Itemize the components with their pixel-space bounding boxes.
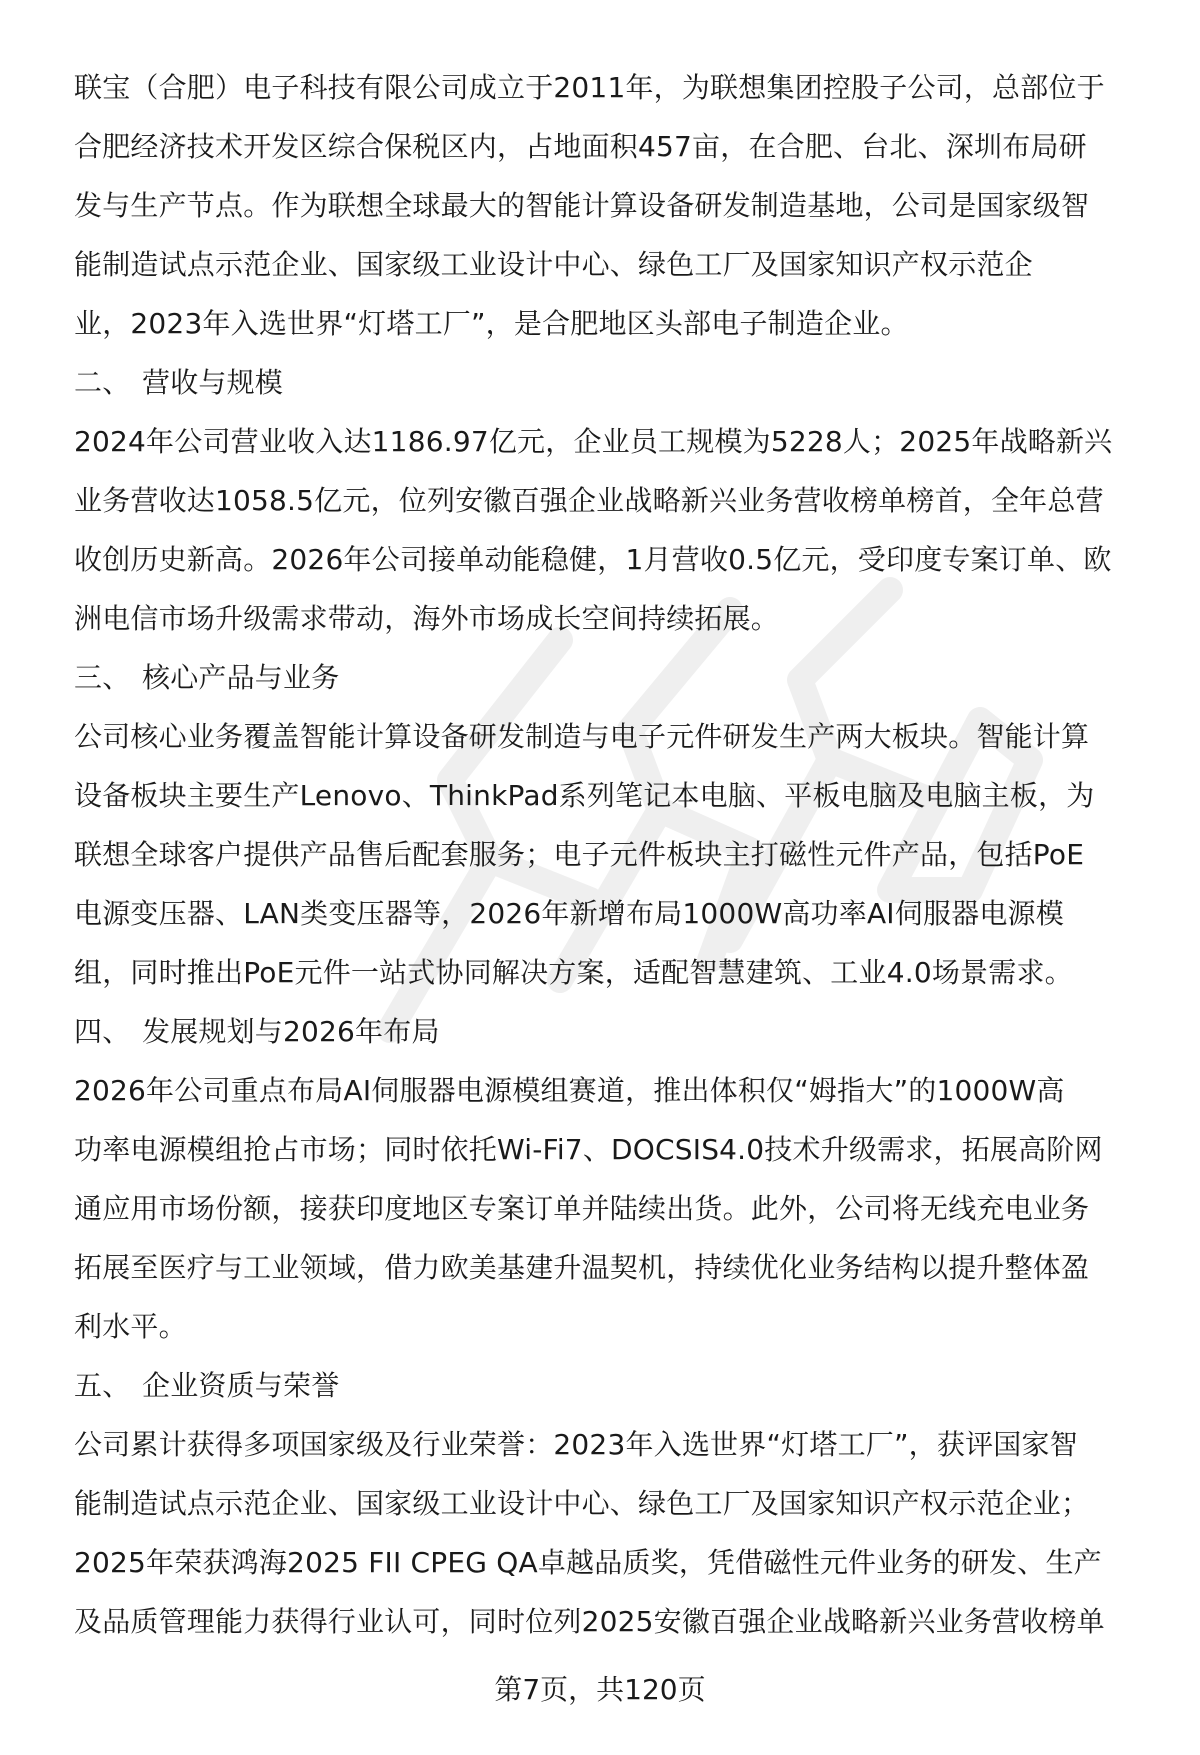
text-line: 及品质管理能力获得行业认可，同时位列2025安徽百强企业战略新兴业务营收榜单 bbox=[74, 1605, 1105, 1638]
text-line: 利水平。 bbox=[74, 1310, 187, 1343]
text-line: 拓展至医疗与工业领域，借力欧美基建升温契机，持续优化业务结构以提升整体盈 bbox=[74, 1251, 1090, 1284]
section-heading bbox=[74, 648, 1164, 707]
document-body bbox=[74, 58, 1164, 1651]
section-heading bbox=[74, 1002, 1164, 1061]
section-number: 五、 bbox=[74, 1369, 131, 1402]
section-number: 三、 bbox=[74, 661, 131, 694]
text-line: 2026年公司重点布局AI伺服器电源模组赛道，推出体积仅“姆指大”的1000W高 bbox=[74, 1074, 1065, 1107]
section-heading bbox=[74, 353, 1164, 412]
section-heading bbox=[74, 1356, 1164, 1415]
page-number-footer: 第7页，共120页 bbox=[494, 1673, 706, 1706]
text-line: 电源变压器、LAN类变压器等，2026年新增布局1000W高功率AI伺服器电源模 bbox=[74, 897, 1064, 930]
section-title: 营收与规模 bbox=[142, 366, 284, 399]
text-line: 2024年公司营业收入达1186.97亿元，企业员工规模为5228人；2025年战略新兴 bbox=[74, 425, 1113, 458]
text-line: 设备板块主要生产Lenovo、ThinkPad系列笔记本电脑、平板电脑及电脑主板，为 bbox=[74, 779, 1095, 812]
section-title: 发展规划与2026年布局 bbox=[142, 1015, 440, 1048]
text-line: 通应用市场份额，接获印度地区专案订单并陆续出货。此外，公司将无线充电业务 bbox=[74, 1192, 1090, 1225]
text-line: 洲电信市场升级需求带动，海外市场成长空间持续拓展。 bbox=[74, 602, 780, 635]
section-title: 企业资质与荣誉 bbox=[142, 1369, 340, 1402]
text-line: 发与生产节点。作为联想全球最大的智能计算设备研发制造基地，公司是国家级智 bbox=[74, 189, 1090, 222]
section-core-products bbox=[74, 648, 1164, 1002]
section-title: 核心产品与业务 bbox=[142, 661, 340, 694]
section-qualifications-honors bbox=[74, 1356, 1164, 1651]
text-line: 收创历史新高。2026年公司接单动能稳健，1月营收0.5亿元，受印度专案订单、欧 bbox=[74, 543, 1112, 576]
text-line: 组，同时推出PoE元件一站式协同解决方案，适配智慧建筑、工业4.0场景需求。 bbox=[74, 956, 1073, 989]
text-line: 2025年荣获鸿海2025 FII CPEG QA卓越品质奖，凭借磁性元件业务的研发、生产 bbox=[74, 1546, 1102, 1579]
intro-paragraph bbox=[74, 58, 1164, 353]
text-line: 能制造试点示范企业、国家级工业设计中心、绿色工厂及国家知识产权示范企业； bbox=[74, 1487, 1090, 1520]
text-line: 合肥经济技术开发区综合保税区内，占地面积457亩，在合肥、台北、深圳布局研 bbox=[74, 130, 1087, 163]
section-revenue-scale bbox=[74, 353, 1164, 648]
section-development-plan bbox=[74, 1002, 1164, 1356]
text-line: 功率电源模组抢占市场；同时依托Wi-Fi7、DOCSIS4.0技术升级需求，拓展高阶网 bbox=[74, 1133, 1103, 1166]
text-line: 业，2023年入选世界“灯塔工厂”，是合肥地区头部电子制造企业。 bbox=[74, 307, 909, 340]
section-number: 四、 bbox=[74, 1015, 131, 1048]
text-line: 公司核心业务覆盖智能计算设备研发制造与电子元件研发生产两大板块。智能计算 bbox=[74, 720, 1090, 753]
text-line: 公司累计获得多项国家级及行业荣誉：2023年入选世界“灯塔工厂”，获评国家智 bbox=[74, 1428, 1078, 1461]
section-number: 二、 bbox=[74, 366, 131, 399]
text-line: 联想全球客户提供产品售后配套服务；电子元件板块主打磁性元件产品，包括PoE bbox=[74, 838, 1085, 871]
text-line: 能制造试点示范企业、国家级工业设计中心、绿色工厂及国家知识产权示范企 bbox=[74, 248, 1033, 281]
text-line: 业务营收达1058.5亿元，位列安徽百强企业战略新兴业务营收榜单榜首，全年总营 bbox=[74, 484, 1104, 517]
text-line: 联宝（合肥）电子科技有限公司成立于2011年，为联想集团控股子公司，总部位于 bbox=[74, 71, 1105, 104]
